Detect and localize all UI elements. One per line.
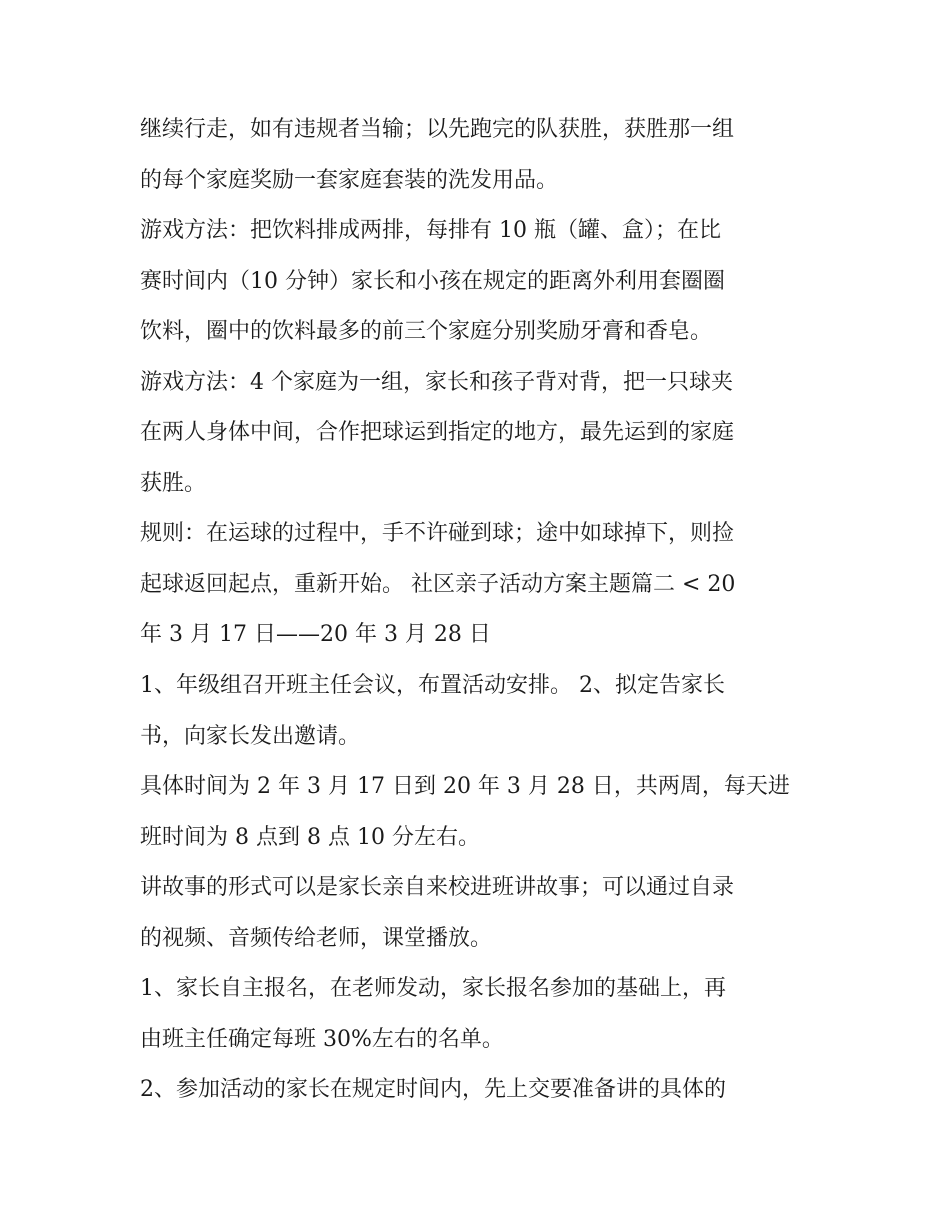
text-line: 年 3 月 17 日——20 年 3 月 28 日 <box>140 622 491 647</box>
text-line: 2、参加活动的家长在规定时间内，先上交要准备讲的具体的 <box>140 1077 726 1102</box>
text-line: 的视频、音频传给老师，课堂播放。 <box>140 926 493 951</box>
text-line: 讲故事的形式可以是家长亲自来校进班讲故事；可以通过自录 <box>140 875 735 900</box>
text-line: 赛时间内（10 分钟）家长和小孩在规定的距离外利用套圈圈 <box>140 269 725 294</box>
text-line: 1、家长自主报名，在老师发动，家长报名参加的基础上，再 <box>140 976 726 1001</box>
text-line: 继续行走，如有违规者当输；以先跑完的队获胜，获胜那一组 <box>140 117 735 142</box>
text-line: 规则：在运球的过程中，手不许碰到球；途中如球掉下，则捡 <box>140 521 735 546</box>
text-line: 的每个家庭奖励一套家庭套装的洗发用品。 <box>140 168 559 193</box>
text-line: 1、年级组召开班主任会议，布置活动安排。 2、拟定告家长 <box>140 673 725 698</box>
text-line: 在两人身体中间，合作把球运到指定的地方，最先运到的家庭 <box>140 420 735 445</box>
text-line: 具体时间为 2 年 3 月 17 日到 20 年 3 月 28 日，共两周，每天进 <box>140 774 790 799</box>
text-line: 起球返回起点，重新开始。 社区亲子活动方案主题篇二 < 20 <box>140 572 736 597</box>
text-line: 班时间为 8 点到 8 点 10 分左右。 <box>140 825 480 850</box>
text-line: 获胜。 <box>140 471 207 496</box>
text-line: 游戏方法：4 个家庭为一组，家长和孩子背对背，把一只球夹 <box>140 370 733 395</box>
text-line: 由班主任确定每班 30%左右的名单。 <box>140 1027 504 1052</box>
text-line: 游戏方法：把饮料排成两排，每排有 10 瓶（罐、盒）；在比 <box>140 218 721 243</box>
text-line: 书，向家长发出邀请。 <box>140 724 361 749</box>
text-line: 饮料，圈中的饮料最多的前三个家庭分别奖励牙膏和香皂。 <box>140 319 713 344</box>
